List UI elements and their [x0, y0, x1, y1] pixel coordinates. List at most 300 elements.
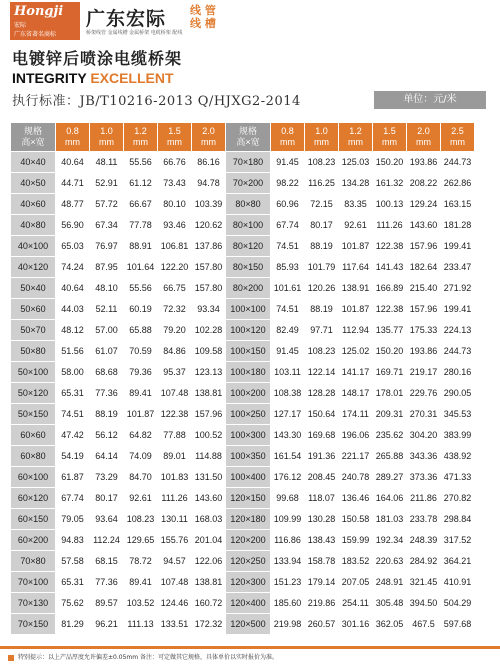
- price-cell: 125.03: [339, 152, 372, 172]
- slogan-excellent: EXCELLENT: [90, 70, 174, 86]
- thickness-unit: mm: [416, 137, 431, 147]
- price-cell: 219.98: [271, 614, 304, 634]
- thickness-value: 1.0: [100, 126, 113, 136]
- price-cell: 55.56: [124, 152, 157, 172]
- price-cell: 64.14: [90, 446, 123, 466]
- price-cell: 61.87: [56, 467, 89, 487]
- tagline-line-2: 线 槽: [190, 17, 216, 30]
- price-cell: 74.09: [124, 446, 157, 466]
- price-cell: 88.19: [305, 299, 338, 319]
- price-cell: 116.86: [271, 530, 304, 550]
- price-cell: 86.16: [192, 152, 225, 172]
- thickness-header-cell: [158, 123, 191, 151]
- table-row: [11, 278, 474, 298]
- price-cell: 120.62: [192, 215, 225, 235]
- price-cell: 159.99: [339, 530, 372, 550]
- price-cell: 138.43: [305, 530, 338, 550]
- price-cell: 67.74: [271, 215, 304, 235]
- price-cell: 284.92: [407, 551, 440, 571]
- price-cell: 111.26: [373, 215, 406, 235]
- price-cell: 108.23: [124, 509, 157, 529]
- price-cell: 77.36: [90, 383, 123, 403]
- price-cell: 100.52: [192, 425, 225, 445]
- price-cell: 150.64: [305, 404, 338, 424]
- thickness-header-cell: [56, 123, 89, 151]
- thickness-header-cell: [124, 123, 157, 151]
- price-cell: 130.11: [158, 509, 191, 529]
- price-cell: 260.57: [305, 614, 338, 634]
- table-row: [11, 173, 474, 193]
- spec-cell: 120×180: [226, 509, 270, 529]
- price-cell: 118.07: [305, 488, 338, 508]
- spec-cell: 100×350: [226, 446, 270, 466]
- price-cell: 65.31: [56, 572, 89, 592]
- spec-cell: 50×120: [11, 383, 55, 403]
- price-cell: 270.82: [441, 488, 474, 508]
- price-cell: 301.16: [339, 614, 372, 634]
- price-cell: 220.63: [373, 551, 406, 571]
- price-cell: 172.32: [192, 614, 225, 634]
- table-row: [11, 215, 474, 235]
- price-cell: 70.59: [124, 341, 157, 361]
- thickness-unit: mm: [348, 137, 363, 147]
- price-cell: 345.53: [441, 404, 474, 424]
- table-row: [11, 593, 474, 613]
- thickness-unit: mm: [99, 137, 114, 147]
- price-cell: 364.21: [441, 551, 474, 571]
- spec-cell: 120×150: [226, 488, 270, 508]
- price-cell: 55.56: [124, 278, 157, 298]
- price-cell: 83.35: [339, 194, 372, 214]
- price-cell: 343.36: [407, 446, 440, 466]
- price-table-body: [11, 123, 474, 634]
- thickness-value: 1.0: [315, 126, 328, 136]
- spec-cell: 100×120: [226, 320, 270, 340]
- price-cell: 65.88: [124, 320, 157, 340]
- price-cell: 111.13: [124, 614, 157, 634]
- price-cell: 209.31: [373, 404, 406, 424]
- price-cell: 106.81: [158, 236, 191, 256]
- price-cell: 101.64: [124, 257, 157, 277]
- price-cell: 81.29: [56, 614, 89, 634]
- price-cell: 143.60: [192, 488, 225, 508]
- thickness-value: 1.5: [168, 126, 181, 136]
- price-cell: 181.03: [373, 509, 406, 529]
- price-cell: 138.81: [192, 383, 225, 403]
- price-cell: 65.31: [56, 383, 89, 403]
- price-cell: 74.51: [271, 299, 304, 319]
- price-cell: 80.17: [305, 215, 338, 235]
- spec-cell: 70×80: [11, 551, 55, 571]
- tagline: [190, 4, 216, 30]
- price-cell: 235.62: [373, 425, 406, 445]
- price-table: [10, 122, 475, 635]
- tagline-line-1: 线 管: [190, 4, 216, 17]
- price-cell: 111.26: [158, 488, 191, 508]
- spec-cell: 80×150: [226, 257, 270, 277]
- price-cell: 131.50: [192, 467, 225, 487]
- table-row: [11, 236, 474, 256]
- price-cell: 44.71: [56, 173, 89, 193]
- table-row: [11, 362, 474, 382]
- price-cell: 155.76: [158, 530, 191, 550]
- price-cell: 233.47: [441, 257, 474, 277]
- price-cell: 88.19: [305, 236, 338, 256]
- price-cell: 57.00: [90, 320, 123, 340]
- price-cell: 51.56: [56, 341, 89, 361]
- spec-cell: 80×200: [226, 278, 270, 298]
- price-cell: 207.05: [339, 572, 372, 592]
- spec-cell: 40×80: [11, 215, 55, 235]
- table-row: [11, 509, 474, 529]
- spec-cell: 100×100: [226, 299, 270, 319]
- table-header-row: [11, 123, 474, 151]
- price-cell: 52.11: [90, 299, 123, 319]
- price-cell: 57.58: [56, 551, 89, 571]
- spec-cell: 40×120: [11, 257, 55, 277]
- price-cell: 193.86: [407, 152, 440, 172]
- table-row: [11, 404, 474, 424]
- price-cell: 108.23: [305, 152, 338, 172]
- price-cell: 48.10: [90, 278, 123, 298]
- price-cell: 122.14: [305, 362, 338, 382]
- table-row: [11, 614, 474, 634]
- price-cell: 89.57: [90, 593, 123, 613]
- price-cell: 94.78: [192, 173, 225, 193]
- price-cell: 128.28: [305, 383, 338, 403]
- thickness-header-cell: [441, 123, 474, 151]
- price-cell: 150.58: [339, 509, 372, 529]
- spec-header-line-2: 高×宽: [21, 137, 45, 147]
- price-cell: 89.41: [124, 572, 157, 592]
- price-cell: 64.82: [124, 425, 157, 445]
- price-cell: 103.39: [192, 194, 225, 214]
- table-row: [11, 152, 474, 172]
- price-cell: 84.70: [124, 467, 157, 487]
- price-cell: 68.15: [90, 551, 123, 571]
- price-cell: 98.22: [271, 173, 304, 193]
- price-cell: 58.00: [56, 362, 89, 382]
- table-row: [11, 383, 474, 403]
- english-slogan: [12, 70, 174, 86]
- company-logo: [10, 2, 80, 40]
- price-cell: 148.17: [339, 383, 372, 403]
- thickness-header-cell: [90, 123, 123, 151]
- price-cell: 61.12: [124, 173, 157, 193]
- price-cell: 94.83: [56, 530, 89, 550]
- standard-text: 执行标准：JB/T10216-2013 Q/HJXG2-2014: [12, 94, 301, 109]
- price-cell: 135.77: [373, 320, 406, 340]
- price-cell: 176.12: [271, 467, 304, 487]
- price-cell: 221.17: [339, 446, 372, 466]
- price-cell: 93.64: [90, 509, 123, 529]
- price-cell: 77.88: [158, 425, 191, 445]
- price-cell: 80.17: [90, 488, 123, 508]
- table-row: [11, 488, 474, 508]
- header: [0, 0, 500, 42]
- price-cell: 289.27: [373, 467, 406, 487]
- price-cell: 280.16: [441, 362, 474, 382]
- price-cell: 40.64: [56, 278, 89, 298]
- price-cell: 362.05: [373, 614, 406, 634]
- price-cell: 93.46: [158, 215, 191, 235]
- price-cell: 88.19: [90, 404, 123, 424]
- price-cell: 87.95: [90, 257, 123, 277]
- price-cell: 92.61: [339, 215, 372, 235]
- price-cell: 109.99: [271, 509, 304, 529]
- price-cell: 163.15: [441, 194, 474, 214]
- footer-note: [0, 646, 500, 671]
- price-cell: 178.01: [373, 383, 406, 403]
- spec-cell: 60×60: [11, 425, 55, 445]
- price-cell: 199.41: [441, 236, 474, 256]
- price-cell: 244.73: [441, 341, 474, 361]
- spec-cell: 70×100: [11, 572, 55, 592]
- price-cell: 467.5: [407, 614, 440, 634]
- price-cell: 208.45: [305, 467, 338, 487]
- price-cell: 101.87: [124, 404, 157, 424]
- price-cell: 80.10: [158, 194, 191, 214]
- price-cell: 290.05: [441, 383, 474, 403]
- spec-cell: 50×70: [11, 320, 55, 340]
- price-cell: 157.96: [407, 299, 440, 319]
- price-cell: 166.89: [373, 278, 406, 298]
- price-cell: 174.11: [339, 404, 372, 424]
- price-cell: 201.04: [192, 530, 225, 550]
- price-cell: 89.01: [158, 446, 191, 466]
- price-cell: 67.74: [56, 488, 89, 508]
- price-cell: 99.68: [271, 488, 304, 508]
- spec-cell: 80×80: [226, 194, 270, 214]
- spec-cell: 40×50: [11, 173, 55, 193]
- thickness-header-cell: [271, 123, 304, 151]
- price-cell: 305.48: [373, 593, 406, 613]
- price-cell: 78.72: [124, 551, 157, 571]
- price-cell: 103.11: [271, 362, 304, 382]
- price-cell: 373.36: [407, 467, 440, 487]
- price-cell: 124.46: [158, 593, 191, 613]
- spec-header-cell: [11, 123, 55, 151]
- price-cell: 48.11: [90, 152, 123, 172]
- price-cell: 93.34: [192, 299, 225, 319]
- price-cell: 48.12: [56, 320, 89, 340]
- spec-cell: 50×80: [11, 341, 55, 361]
- price-cell: 108.38: [271, 383, 304, 403]
- price-cell: 150.20: [373, 341, 406, 361]
- spec-cell: 120×250: [226, 551, 270, 571]
- spec-cell: 100×200: [226, 383, 270, 403]
- price-cell: 114.88: [192, 446, 225, 466]
- price-cell: 73.43: [158, 173, 191, 193]
- price-cell: 60.96: [271, 194, 304, 214]
- spec-cell: 50×40: [11, 278, 55, 298]
- thickness-unit: mm: [201, 137, 216, 147]
- price-cell: 56.90: [56, 215, 89, 235]
- table-row: [11, 194, 474, 214]
- table-row: [11, 320, 474, 340]
- slogan-integrity: INTEGRITY: [12, 70, 87, 86]
- logo-script: Hongji: [14, 4, 64, 19]
- price-cell: 157.96: [407, 236, 440, 256]
- spec-cell: 60×80: [11, 446, 55, 466]
- price-cell: 143.60: [407, 215, 440, 235]
- price-cell: 82.49: [271, 320, 304, 340]
- price-cell: 158.78: [305, 551, 338, 571]
- spec-cell: 40×60: [11, 194, 55, 214]
- thickness-unit: mm: [133, 137, 148, 147]
- price-cell: 122.20: [158, 257, 191, 277]
- thickness-header-cell: [339, 123, 372, 151]
- price-cell: 199.41: [441, 299, 474, 319]
- price-cell: 122.38: [158, 404, 191, 424]
- brand-subtitle: 桥架线管 金属线槽 金属桥架 电缆桥架 配线: [86, 30, 183, 36]
- price-cell: 169.71: [373, 362, 406, 382]
- price-cell: 101.61: [271, 278, 304, 298]
- price-cell: 122.06: [192, 551, 225, 571]
- spec-cell: 50×150: [11, 404, 55, 424]
- price-cell: 182.64: [407, 257, 440, 277]
- price-cell: 471.33: [441, 467, 474, 487]
- price-cell: 79.05: [56, 509, 89, 529]
- price-cell: 123.13: [192, 362, 225, 382]
- thickness-value: 0.8: [66, 126, 79, 136]
- price-cell: 129.24: [407, 194, 440, 214]
- price-cell: 88.91: [124, 236, 157, 256]
- price-cell: 101.83: [158, 467, 191, 487]
- thickness-unit: mm: [450, 137, 465, 147]
- thickness-value: 1.5: [383, 126, 396, 136]
- price-cell: 112.24: [90, 530, 123, 550]
- price-cell: 133.51: [158, 614, 191, 634]
- logo-sub-1: 宏际: [14, 22, 27, 29]
- price-cell: 137.86: [192, 236, 225, 256]
- price-cell: 48.77: [56, 194, 89, 214]
- spec-cell: 70×130: [11, 593, 55, 613]
- price-cell: 79.20: [158, 320, 191, 340]
- price-cell: 150.20: [373, 152, 406, 172]
- unit-badge: 单位：元/米: [374, 91, 486, 109]
- thickness-unit: mm: [382, 137, 397, 147]
- spec-cell: 60×200: [11, 530, 55, 550]
- price-cell: 92.61: [124, 488, 157, 508]
- price-cell: 262.86: [441, 173, 474, 193]
- price-cell: 270.31: [407, 404, 440, 424]
- spec-cell: 70×180: [226, 152, 270, 172]
- price-cell: 410.91: [441, 572, 474, 592]
- thickness-unit: mm: [167, 137, 182, 147]
- price-cell: 383.99: [441, 425, 474, 445]
- price-cell: 60.19: [124, 299, 157, 319]
- spec-cell: 120×200: [226, 530, 270, 550]
- thickness-header-cell: [192, 123, 225, 151]
- price-cell: 117.64: [339, 257, 372, 277]
- price-cell: 161.32: [373, 173, 406, 193]
- price-cell: 321.45: [407, 572, 440, 592]
- price-cell: 56.12: [90, 425, 123, 445]
- spec-cell: 50×100: [11, 362, 55, 382]
- price-cell: 107.48: [158, 572, 191, 592]
- price-cell: 298.84: [441, 509, 474, 529]
- price-cell: 229.76: [407, 383, 440, 403]
- table-row: [11, 425, 474, 445]
- spec-cell: 60×150: [11, 509, 55, 529]
- thickness-unit: mm: [280, 137, 295, 147]
- spec-cell: 120×500: [226, 614, 270, 634]
- logo-sub-2: 广东省著名商标: [14, 31, 57, 38]
- price-cell: 120.26: [305, 278, 338, 298]
- price-cell: 141.43: [373, 257, 406, 277]
- spec-cell: 70×150: [11, 614, 55, 634]
- price-cell: 151.23: [271, 572, 304, 592]
- spec-header-cell: [226, 123, 270, 151]
- table-row: [11, 446, 474, 466]
- price-cell: 138.91: [339, 278, 372, 298]
- price-cell: 61.07: [90, 341, 123, 361]
- price-cell: 109.58: [192, 341, 225, 361]
- price-cell: 66.75: [158, 278, 191, 298]
- price-cell: 164.06: [373, 488, 406, 508]
- price-cell: 74.51: [271, 236, 304, 256]
- price-cell: 160.72: [192, 593, 225, 613]
- table-row: [11, 530, 474, 550]
- price-cell: 47.42: [56, 425, 89, 445]
- thickness-unit: mm: [314, 137, 329, 147]
- price-cell: 94.57: [158, 551, 191, 571]
- price-cell: 181.28: [441, 215, 474, 235]
- bullet-icon: [8, 655, 14, 661]
- spec-cell: 120×400: [226, 593, 270, 613]
- price-cell: 136.46: [339, 488, 372, 508]
- price-cell: 108.23: [305, 341, 338, 361]
- thickness-header-cell: [373, 123, 406, 151]
- price-cell: 191.36: [305, 446, 338, 466]
- price-cell: 125.02: [339, 341, 372, 361]
- price-cell: 107.48: [158, 383, 191, 403]
- price-cell: 157.80: [192, 278, 225, 298]
- price-cell: 254.11: [339, 593, 372, 613]
- price-cell: 224.13: [441, 320, 474, 340]
- price-cell: 44.03: [56, 299, 89, 319]
- price-cell: 101.87: [339, 236, 372, 256]
- price-cell: 100.13: [373, 194, 406, 214]
- price-cell: 394.50: [407, 593, 440, 613]
- price-cell: 248.39: [407, 530, 440, 550]
- thickness-value: 0.8: [281, 126, 294, 136]
- price-cell: 157.80: [192, 257, 225, 277]
- price-cell: 102.28: [192, 320, 225, 340]
- thickness-value: 1.2: [349, 126, 362, 136]
- spec-cell: 100×250: [226, 404, 270, 424]
- price-cell: 219.17: [407, 362, 440, 382]
- price-cell: 240.78: [339, 467, 372, 487]
- price-cell: 304.20: [407, 425, 440, 445]
- price-cell: 77.36: [90, 572, 123, 592]
- spec-header-line-2: 高×宽: [236, 137, 260, 147]
- price-cell: 112.94: [339, 320, 372, 340]
- price-cell: 74.51: [56, 404, 89, 424]
- thickness-value: 1.2: [134, 126, 147, 136]
- price-cell: 233.78: [407, 509, 440, 529]
- price-cell: 141.17: [339, 362, 372, 382]
- spec-header-line-1: 规格: [238, 126, 257, 136]
- price-cell: 96.21: [90, 614, 123, 634]
- price-cell: 161.54: [271, 446, 304, 466]
- table-row: [11, 572, 474, 592]
- page-title: 电镀锌后喷涂电缆桥架: [12, 49, 183, 68]
- price-cell: 193.86: [407, 341, 440, 361]
- brand-name: 广东宏际: [86, 8, 167, 30]
- price-cell: 183.52: [339, 551, 372, 571]
